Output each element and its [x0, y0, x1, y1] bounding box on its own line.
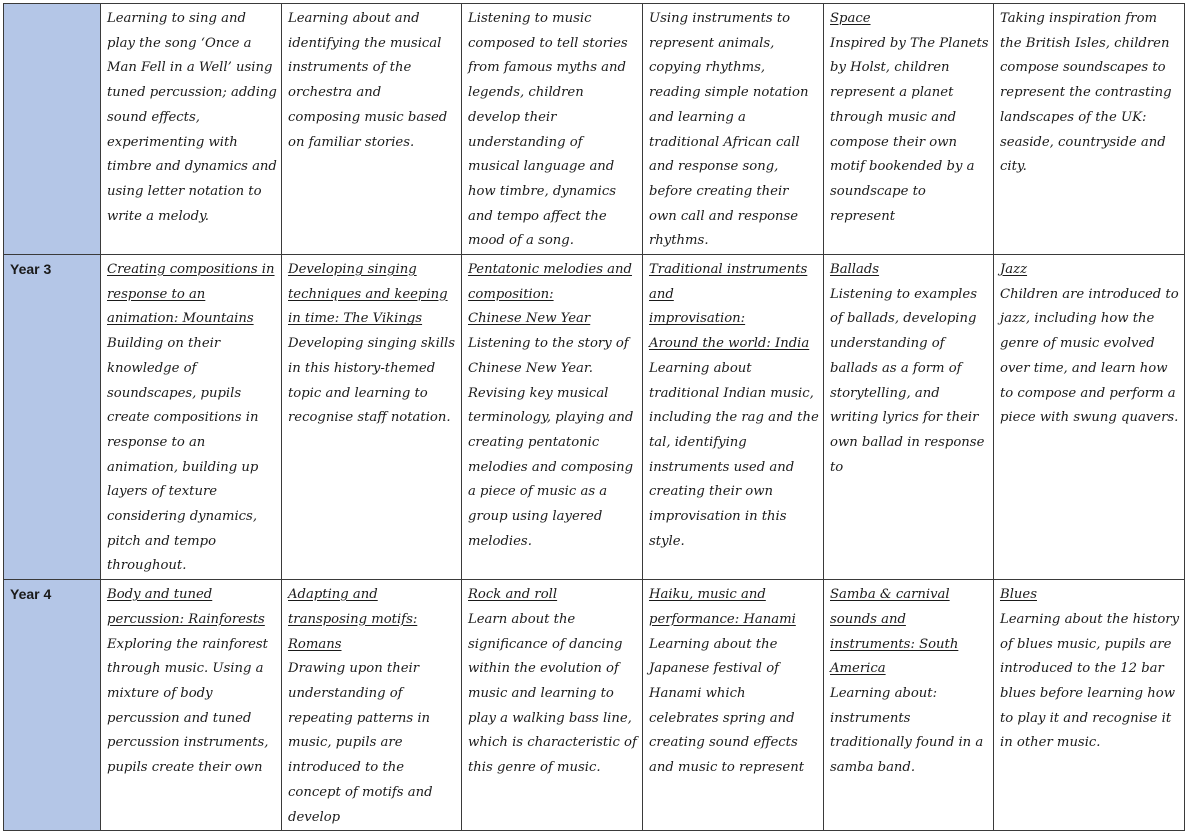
year-label [4, 4, 101, 255]
lesson-title: Creating compositions in response to an animation: Mountains [107, 262, 275, 327]
lesson-title: Developing singing techniques and keeping in time: The Vikings [288, 262, 448, 327]
lesson-description: Building on their knowledge of soundscapes, pupils create compositions in response to an animation, building up layers of texture considering dynamics, pitch and tempo throughout. [107, 336, 259, 574]
lesson-cell [101, 4, 282, 255]
lesson-cell [462, 255, 643, 580]
lesson-title-line: improvisation: [649, 311, 746, 327]
lesson-title: Samba & carnival sounds and instruments: South America [830, 587, 959, 677]
lesson-cell [994, 255, 1185, 580]
table-row [4, 4, 1185, 255]
lesson-description: Children are introduced to jazz, including how the genre of music evolved over time, and learn how to compose and perform a piece with swung quavers. [1000, 286, 1179, 426]
lesson-title-line: Chinese New Year [468, 311, 591, 327]
lesson-title: Blues [1000, 587, 1037, 603]
curriculum-table [3, 3, 1185, 831]
lesson-description: Listening to music composed to tell stories from famous myths and legends, children develop their understanding of musical language and how timbre, dynamics and tempo affect the mood of a song. [468, 11, 628, 249]
lesson-cell [643, 580, 824, 831]
year-label: Year 3 [4, 255, 101, 580]
lesson-title: Space [830, 11, 871, 26]
lesson-description: Drawing upon their understanding of repeating patterns in music, pupils are introduced to the concept of motifs and develop [288, 661, 433, 825]
lesson-description: Listening to examples of ballads, developing understanding of ballads as a form of storytelling, and writing lyrics for their own ballad in response to [830, 286, 985, 475]
lesson-title-line: Around the world: India [649, 336, 810, 352]
lesson-description: Learning to sing and play the song ‘Once a Man Fell in a Well’ using tuned percussion; adding sound effects, experimenting with timbre and dynamics and using letter notation to write a melody. [107, 11, 277, 224]
lesson-description: Inspired by The Planets by Holst, children represent a planet through music and compose their own motif bookended by a soundscape to represent [830, 35, 989, 224]
lesson-title: Body and tuned percussion: Rainforests [107, 587, 265, 627]
lesson-title: Ballads [830, 262, 880, 278]
lesson-description: Taking inspiration from the British Isles, children compose soundscapes to represent the contrasting landscapes of the UK: seaside, countryside and city. [1000, 11, 1172, 175]
table-row [4, 255, 1185, 580]
lesson-cell [462, 580, 643, 831]
lesson-cell [824, 4, 994, 255]
lesson-cell [101, 580, 282, 831]
lesson-description: Learn about the significance of dancing within the evolution of music and learning to play a walking bass line, which is characteristic of this genre of music. [468, 611, 637, 776]
lesson-description: Learning about the Japanese festival of Hanami which celebrates spring and creating sound effects and music to represent [649, 636, 805, 776]
lesson-cell [643, 255, 824, 580]
lesson-description: Developing singing skills in this history-themed topic and learning to recognise staff notation. [288, 336, 456, 426]
lesson-description: Learning about: instruments traditionally found in a samba band. [830, 685, 984, 776]
lesson-cell [282, 4, 462, 255]
lesson-cell [282, 255, 462, 580]
table-row [4, 580, 1185, 831]
lesson-cell [994, 580, 1185, 831]
lesson-cell [824, 255, 994, 580]
lesson-description: Using instruments to represent animals, copying rhythms, reading simple notation and learning a traditional African call and response song, before creating their own call and response rhythms. [649, 11, 809, 249]
lesson-cell [824, 580, 994, 831]
lesson-description: Listening to the story of Chinese New Year. Revising key musical terminology, playing and creating pentatonic melodies and composing a piece of music as a group using layered melodies. [468, 336, 634, 549]
lesson-title: Haiku, music and performance: Hanami [649, 587, 796, 627]
lesson-cell [462, 4, 643, 255]
lesson-description: Learning about and identifying the musical instruments of the orchestra and composing music based on familiar stories. [288, 11, 448, 150]
lesson-cell [643, 4, 824, 255]
year-label: Year 4 [4, 580, 101, 831]
lesson-title: Traditional instruments and [649, 262, 808, 302]
lesson-cell [994, 4, 1185, 255]
lesson-cell [282, 580, 462, 831]
lesson-description: Learning about the history of blues music, pupils are introduced to the 12 bar blues before learning how to play it and recognise it in other music. [1000, 611, 1180, 751]
lesson-description: Exploring the rainforest through music. Using a mixture of body percussion and tuned percussion instruments, pupils create their own [107, 636, 269, 776]
lesson-title: Rock and roll [468, 587, 558, 603]
lesson-title: Adapting and transposing motifs: Romans [288, 587, 418, 652]
lesson-title: Pentatonic melodies and composition: [468, 262, 632, 302]
lesson-description: Learning about traditional Indian music, including the rag and the tal, identifying instruments used and creating their own improvisation in this style. [649, 360, 819, 549]
lesson-cell [101, 255, 282, 580]
lesson-title: Jazz [1000, 262, 1028, 278]
